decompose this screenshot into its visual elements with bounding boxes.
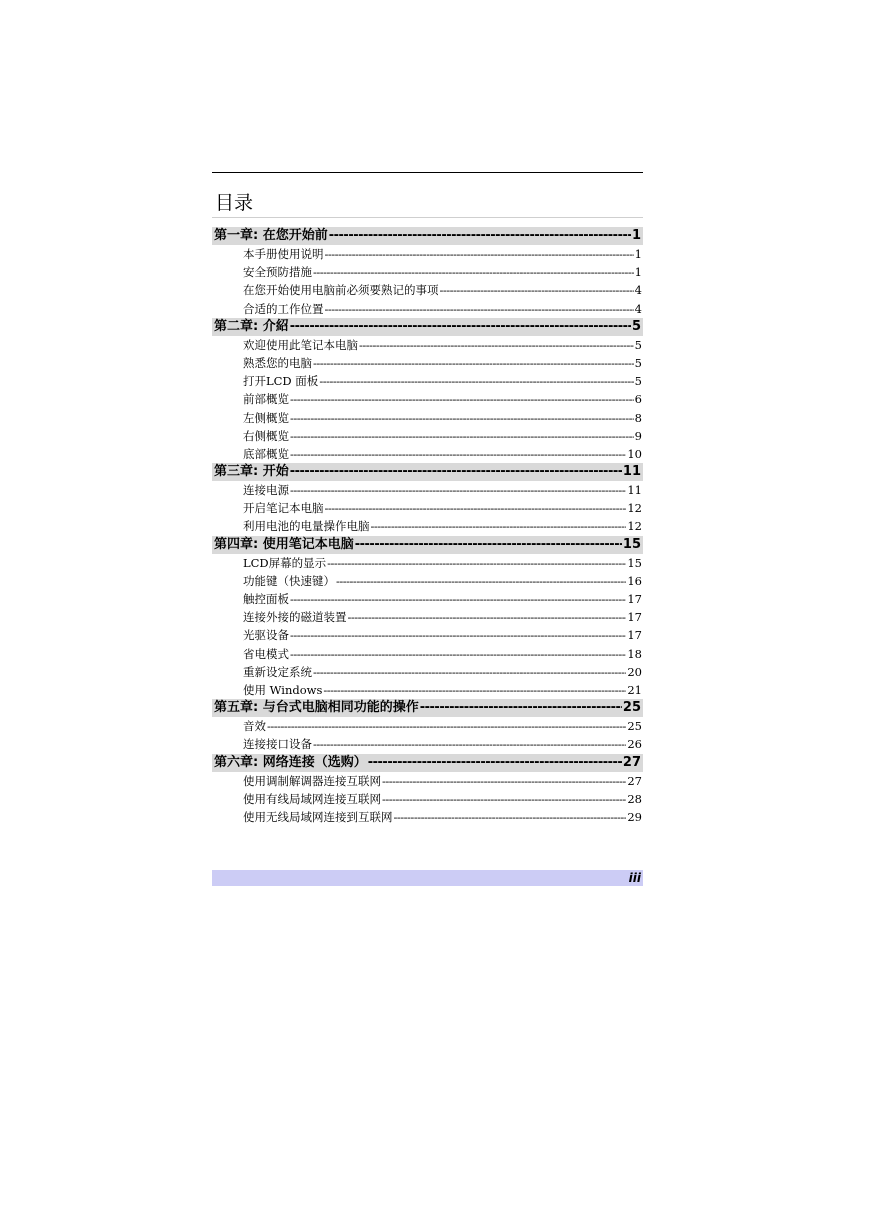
toc-entry-row[interactable] [212,427,643,445]
chapter-page-number: 15 [622,536,641,552]
entry-page-number: 6 [634,392,642,407]
toc-entry-row[interactable] [212,626,643,644]
chapter-title: 第三章: 开始 [214,464,289,480]
chapter-page-number: 11 [622,464,641,480]
toc-entry-row[interactable] [212,390,643,408]
dot-leader [290,463,622,481]
entry-title: 前部概览 [243,392,289,407]
dot-leader [394,808,627,826]
entry-page-number: 10 [627,446,642,461]
toc-entry-row[interactable] [212,645,643,663]
entry-page-number: 12 [627,519,642,534]
entry-title: 底部概览 [243,446,289,461]
dot-leader [313,354,634,372]
dot-leader [290,590,626,608]
entry-page-number: 17 [627,628,642,643]
dot-leader [313,735,626,753]
entry-page-number: 5 [634,374,642,389]
dot-leader [359,336,634,354]
toc-entry-row[interactable] [212,245,643,263]
toc-entry-row[interactable] [212,336,643,354]
toc-entry-row[interactable] [212,790,643,808]
entry-title: 利用电池的电量操作电脑 [243,519,370,534]
toc-entry-row[interactable] [212,445,643,463]
entry-title: LCD屏幕的显示 [243,555,327,570]
toc-entry-row[interactable] [212,300,643,318]
toc-entry-row[interactable] [212,354,643,372]
toc-entry-row[interactable] [212,517,643,535]
chapter-title: 第五章: 与台式电脑相同功能的操作 [214,700,419,716]
entry-page-number: 1 [634,247,642,261]
toc-entry-row[interactable] [212,717,643,735]
entry-title: 左侧概览 [243,410,289,425]
dot-leader [325,245,634,263]
toc-chapter-row[interactable] [212,536,643,554]
entry-page-number: 4 [634,283,642,298]
dot-leader [420,699,622,717]
toc-chapter-row[interactable] [212,699,643,717]
entry-title: 连接接口设备 [243,737,312,752]
dot-leader [327,554,626,572]
entry-page-number: 9 [634,428,642,443]
entry-title: 安全预防措施 [243,265,312,280]
chapter-page-number: 5 [631,318,641,334]
entry-title: 使用无线局域网连接到互联网 [243,809,393,824]
entry-page-number: 15 [627,555,642,570]
dot-leader [329,227,631,245]
toc-entry-row[interactable] [212,772,643,790]
toc-entry-row[interactable] [212,590,643,608]
toc-entry-row[interactable] [212,409,643,427]
entry-page-number: 11 [627,483,642,498]
toc-entry-row[interactable] [212,499,643,517]
entry-page-number: 26 [627,737,642,752]
entry-title: 合适的工作位置 [243,301,324,316]
toc-entry-row[interactable] [212,572,643,590]
dot-leader [290,645,626,663]
table-of-contents [212,227,643,826]
entry-title: 光驱设备 [243,628,289,643]
chapter-page-number: 27 [622,754,641,770]
chapter-page-number: 25 [622,700,641,716]
entry-title: 重新设定系统 [243,664,312,679]
dot-leader [368,754,622,772]
dot-leader [290,427,634,445]
toc-entry-row[interactable] [212,372,643,390]
entry-title: 使用调制解调器连接互联网 [243,773,381,788]
dot-leader [382,772,626,790]
toc-chapter-row[interactable] [212,754,643,772]
entry-title: 使用 Windows [243,682,323,697]
entry-page-number: 29 [627,809,642,824]
dot-leader [290,481,626,499]
entry-title: 打开LCD 面板 [243,374,319,389]
entry-page-number: 28 [627,791,642,806]
entry-title: 省电模式 [243,646,289,661]
entry-page-number: 4 [634,301,642,316]
entry-title: 连接电源 [243,483,289,498]
entry-page-number: 8 [634,410,642,425]
entry-page-number: 21 [627,682,642,697]
toc-entry-row[interactable] [212,735,643,753]
entry-page-number: 1 [634,265,642,280]
entry-page-number: 25 [627,719,642,734]
entry-title: 连接外接的磁道装置 [243,610,347,625]
entry-title: 触控面板 [243,592,289,606]
toc-chapter-row[interactable] [212,463,643,481]
dot-leader [348,608,627,626]
toc-entry-row[interactable] [212,481,643,499]
dot-leader [355,536,622,554]
entry-title: 右侧概览 [243,428,289,443]
footer-page-number: iii [628,871,641,885]
chapter-title: 第一章: 在您开始前 [214,228,328,243]
footer-bar [212,870,643,886]
entry-page-number: 5 [634,337,642,352]
toc-entry-row[interactable] [212,263,643,281]
dot-leader [382,790,626,808]
dot-leader [325,300,634,318]
chapter-title: 第六章: 网络连接（选购） [214,754,367,770]
entry-title: 熟悉您的电脑 [243,355,312,370]
dot-leader [290,626,626,644]
dot-leader [325,499,627,517]
dot-leader [336,572,626,590]
entry-title: 开启笔记本电脑 [243,501,324,516]
entry-page-number: 27 [627,773,642,788]
entry-title: 功能键（快速键） [243,573,335,588]
dot-leader [290,409,634,427]
chapter-title: 第二章: 介紹 [214,318,289,334]
toc-chapter-row[interactable] [212,227,643,245]
toc-chapter-row[interactable] [212,318,643,336]
toc-entry-row[interactable] [212,663,643,681]
dot-leader [371,517,627,535]
toc-entry-row[interactable] [212,681,643,699]
dot-leader [440,281,634,299]
dot-leader [267,717,626,735]
entry-title: 本手册使用说明 [243,247,324,261]
dot-leader [313,663,626,681]
toc-title: 目录 [215,192,254,214]
top-rule [212,172,643,173]
chapter-page-number: 1 [631,228,641,243]
entry-title: 音效 [243,719,266,734]
dot-leader [323,681,626,699]
entry-page-number: 18 [627,646,642,661]
entry-page-number: 5 [634,355,642,370]
toc-entry-row[interactable] [212,808,643,826]
entry-page-number: 17 [627,592,642,606]
dot-leader [290,390,634,408]
toc-entry-row[interactable] [212,554,643,572]
toc-entry-row[interactable] [212,281,643,299]
entry-page-number: 16 [627,573,642,588]
dot-leader [313,263,634,281]
entry-page-number: 12 [627,501,642,516]
entry-page-number: 17 [627,610,642,625]
entry-title: 在您开始使用电脑前必须要熟记的事项 [243,283,439,298]
dot-leader [290,445,626,463]
chapter-title: 第四章: 使用笔记本电脑 [214,536,354,552]
dot-leader [319,372,633,390]
entry-title: 欢迎使用此笔记本电脑 [243,337,358,352]
entry-title: 使用有线局域网连接互联网 [243,791,381,806]
toc-entry-row[interactable] [212,608,643,626]
title-rule [212,217,643,218]
dot-leader [290,318,631,336]
entry-page-number: 20 [627,664,642,679]
toc-page [212,172,643,826]
